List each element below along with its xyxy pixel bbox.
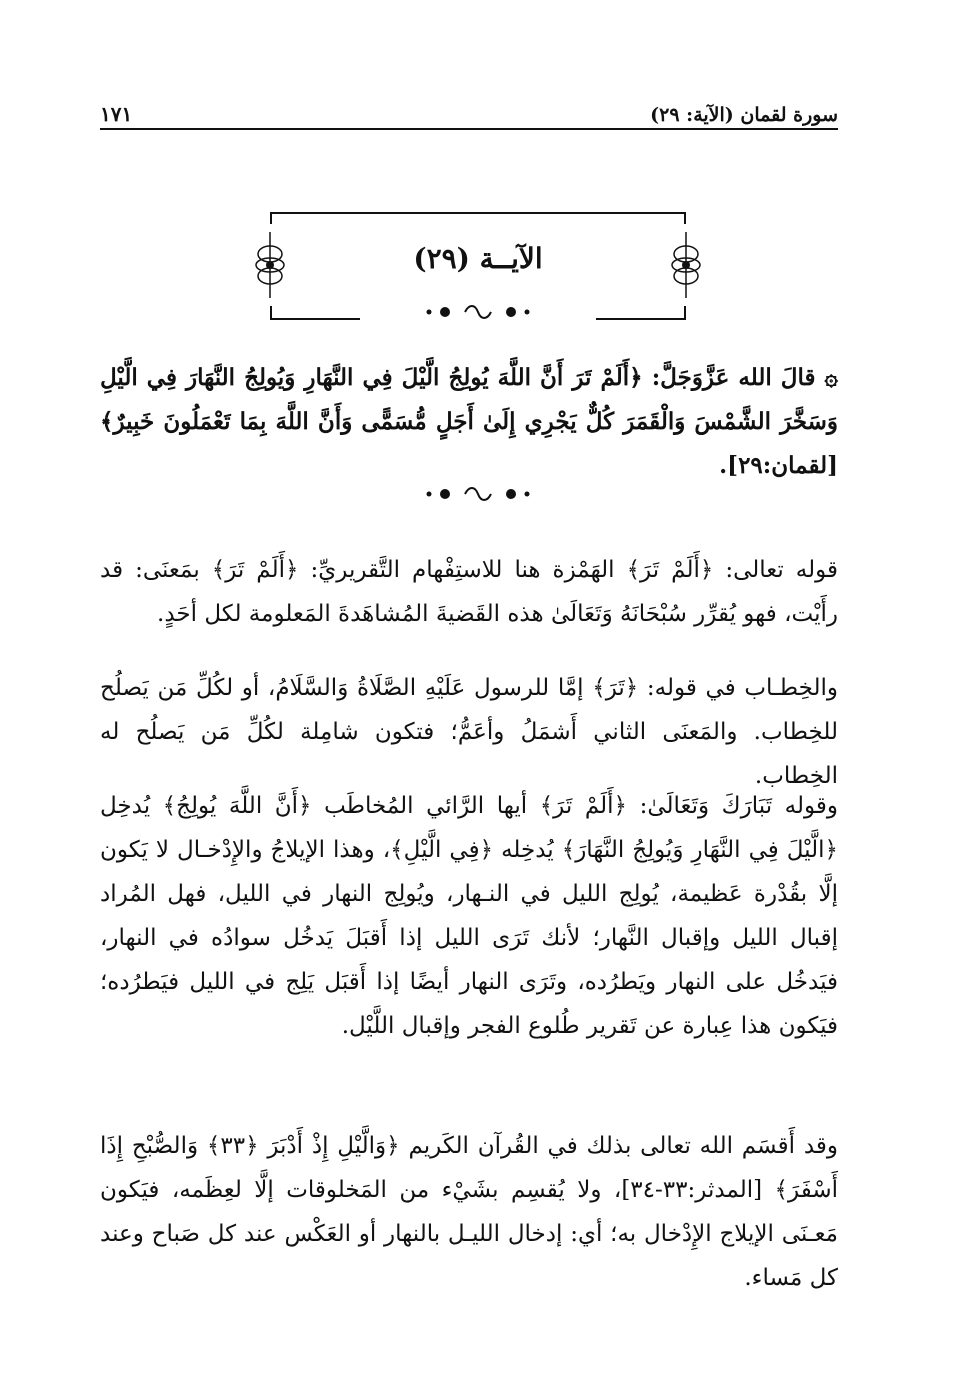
header-rule <box>100 128 838 130</box>
commentary-paragraph-3 <box>100 784 838 1048</box>
page-header <box>100 92 838 126</box>
paragraph-text: والخِطـاب في قوله: ﴿تَرَ﴾ إمَّا للرسول عَلَيْهِ الصَّلَاةُ وَالسَّلَامُ، أو لكُلِّ مَن يَصلُح للخِطاب. والمَعنَى الثاني أَشمَلُ وأعَمُّ؛ فتكون شامِلة لكُلِّ مَن يَصلُح له الخِطاب. <box>100 675 838 789</box>
page-number: ١٧١ <box>100 102 133 126</box>
running-header-title: سورة لقمان (الآية: ٢٩) <box>650 104 838 126</box>
dots-ornament-icon <box>423 304 533 320</box>
frame-corner <box>684 212 686 224</box>
paragraph-text: وقوله تَبَارَكَ وَتَعَالَىٰ: ﴿أَلَمْ تَرَ﴾ أيها الرَّائي المُخاطَب ﴿أَنَّ اللَّهَ يُولِجُ﴾ يُدخِل ﴿الَّيْلَ فِي النَّهَارِ وَيُولِجُ النَّهَارَ﴾ يُدخِله ﴿فِي الَّيْلِ﴾، وهذا الإيلاجُ والإِدْخـال لا يَكون إلَّا بقُدْرة عَظيمة، يُولِج الليل في النـهار، ويُولِج النهار في الليل، فهل المُراد إقبال الليل وإقبال النَّهار؛ لأنك تَرَى الليل إذا أَقبَلَ يَدخُل سوادُه في النهار، فيَدخُل على النهار ويَطرُده، وتَرَى النهار أيضًا إذا أَقبَل يَلِج في الليل فيَطرُده؛ فيَكون هذا عِبارة عن تَقرير طُلوع الفجر وإقبال اللَّيْل. <box>100 793 838 1039</box>
ayah-heading: الآيــة (٢٩) <box>413 242 543 275</box>
commentary-paragraph-1 <box>100 548 838 636</box>
ayah-title-frame <box>270 212 686 320</box>
ornament-divider <box>0 486 955 506</box>
paragraph-text: وقد أَقسَم الله تعالى بذلك في القُرآن الكَريم ﴿وَالَّيْلِ إِذْ أَدْبَرَ ﴿٣٣﴾ وَالصُّبْحِ إِذَا أَسْفَرَ﴾ [المدثر:٣٣-٣٤]، ولا يُقسِم بشَيْء من المَخلوقات إلَّا لعِظَمه، فيَكون مَعـنَى الإيلاج الإِدْخال به؛ أي: إدخال الليـل بالنهار أو العَكْس عند كل صَباح وعند كل مَساء. <box>100 1133 838 1291</box>
commentary-paragraph-4 <box>100 1124 838 1300</box>
frame-corner <box>270 212 272 224</box>
paragraph-text: قوله تعالى: ﴿أَلَمْ تَرَ﴾ الهَمْزة هنا للاستِفْهام التَّقريريِّ: ﴿أَلَمْ تَرَ﴾ بمَعنَى: قد رأَيْت، فهو يُقرِّر سُبْحَانَهُ وَتَعَالَىٰ هذه القَضيةَ المُشاهَدةَ المَعلومة لكل أحَدٍ. <box>100 557 838 627</box>
ornament-divider <box>270 304 686 324</box>
frame-top-line <box>270 212 686 214</box>
dots-ornament-icon <box>423 486 533 502</box>
verse-text <box>100 356 838 488</box>
verse-paragraph: ۞ قالَ الله عَزَّوَجَلَّ: ﴿أَلَمْ تَرَ أَنَّ اللَّهَ يُولِجُ الَّيْلَ فِي النَّهَارِ وَيُولِجُ النَّهَارَ فِي الَّيْلِ وَسَخَّرَ الشَّمْسَ وَالْقَمَرَ كُلٌّ يَجْرِي إِلَىٰ أَجَلٍ مُّسَمًّى وَأَنَّ اللَّهَ بِمَا تَعْمَلُونَ خَبِيرٌ﴾ [لقمان:٢٩]. <box>100 364 838 479</box>
commentary-paragraph-2 <box>100 666 838 798</box>
